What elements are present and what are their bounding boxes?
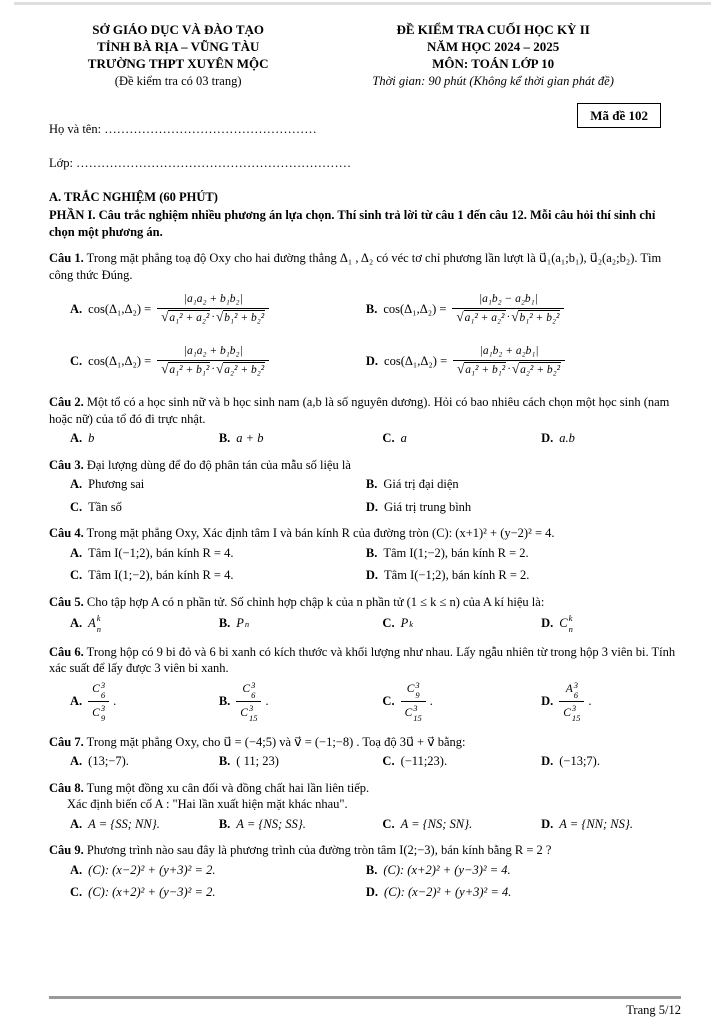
symbol-base: P bbox=[400, 616, 409, 631]
option-text: Tần số bbox=[88, 499, 122, 514]
question-7-label: Câu 7. bbox=[49, 734, 84, 749]
question-5-options bbox=[49, 613, 679, 633]
option-letter: D. bbox=[365, 354, 379, 369]
option-letter: C. bbox=[70, 354, 83, 369]
question-4-label: Câu 4. bbox=[49, 526, 84, 541]
option-text: Giá trị trung bình bbox=[384, 499, 472, 514]
math-symbol bbox=[566, 680, 578, 700]
question-8-option-b bbox=[219, 816, 377, 833]
symbol-sup: 3 bbox=[248, 703, 254, 714]
question-6-option-b bbox=[219, 680, 377, 724]
fraction bbox=[88, 680, 109, 724]
symbol-supsub bbox=[569, 613, 573, 633]
math-symbol bbox=[559, 613, 573, 633]
option-letter: D. bbox=[541, 431, 554, 446]
subject-line: MÔN: TOÁN LỚP 10 bbox=[432, 55, 555, 71]
option-letter: A. bbox=[70, 477, 83, 492]
duration-note: Thời gian: 90 phút (Không kể thời gian phát đề) bbox=[372, 73, 614, 88]
option-letter: B. bbox=[218, 694, 231, 709]
option-letter: D. bbox=[365, 499, 379, 514]
option-letter: A. bbox=[70, 545, 83, 560]
question-2 bbox=[49, 394, 679, 447]
symbol-supsub bbox=[572, 703, 581, 723]
option-text: ( 11; 23) bbox=[236, 754, 279, 769]
option-letter: D. bbox=[541, 816, 554, 831]
fraction bbox=[559, 680, 584, 724]
question-6-option-a bbox=[70, 680, 213, 724]
question-5-option-c bbox=[382, 615, 535, 632]
option-letter: C. bbox=[382, 694, 395, 709]
option-suffix: . bbox=[588, 694, 592, 709]
question-8-stem bbox=[49, 780, 679, 797]
question-2-option-a bbox=[70, 430, 213, 447]
question-7-option-b bbox=[219, 753, 377, 770]
part-1-intro: PHẦN I. Câu trắc nghiệm nhiều phương án lựa chọn. Thí sinh trả lời từ câu 1 đến câu 12. Mỗi câu hỏi thí sinh chỉ chọn một phương án. bbox=[49, 208, 656, 239]
option-text: A = {SS; NN}. bbox=[88, 816, 160, 831]
option-letter: B. bbox=[218, 754, 231, 769]
question-8-label: Câu 8. bbox=[49, 780, 84, 795]
question-4-option-d bbox=[366, 567, 679, 584]
question-8-line1: Tung một đồng xu cân đối và đồng chất hai lần liên tiếp. bbox=[86, 780, 370, 795]
page-number: Trang 5/12 bbox=[626, 1002, 681, 1017]
symbol-supsub bbox=[245, 619, 249, 629]
fraction-numerator bbox=[401, 680, 426, 702]
symbol-supsub bbox=[409, 619, 413, 629]
question-8-options bbox=[49, 816, 679, 833]
question-9-options bbox=[49, 862, 679, 901]
question-7-text: Trong mặt phẳng Oxy, cho u⃗ = (−4;5) và v⃗ = (−1;−8) . Toạ độ 3u⃗ + v⃗ bằng: bbox=[86, 734, 466, 749]
footer-divider bbox=[49, 996, 681, 999]
symbol-base: C bbox=[92, 706, 100, 719]
symbol-supsub bbox=[101, 703, 105, 723]
question-4 bbox=[49, 525, 679, 584]
symbol-sup: 3 bbox=[415, 679, 420, 690]
symbol-sub: 15 bbox=[248, 713, 258, 724]
option-suffix: . bbox=[113, 694, 117, 709]
question-5-label: Câu 5. bbox=[49, 594, 84, 609]
question-8-option-a bbox=[70, 816, 213, 833]
math-symbol bbox=[236, 617, 249, 630]
department-name: SỞ GIÁO DỤC VÀ ĐÀO TẠO bbox=[92, 22, 265, 37]
fraction bbox=[401, 680, 426, 724]
option-text: a bbox=[400, 431, 407, 446]
symbol-supsub bbox=[574, 680, 578, 700]
question-7 bbox=[49, 734, 679, 770]
question-5-text: Cho tập hợp A có n phần tử. Số chỉnh hợp chập k của n phần tử (1 ≤ k ≤ n) của A kí hiệu là: bbox=[86, 594, 545, 609]
question-5-option-b bbox=[219, 615, 377, 632]
formula-lhs: cos(Δ₁,Δ₂) = bbox=[383, 302, 447, 317]
symbol-base: C bbox=[92, 683, 100, 696]
symbol-sup: k bbox=[96, 613, 101, 624]
page-footer bbox=[49, 996, 681, 1019]
fraction-numerator: |a₁b₂ − a₂b₁| bbox=[452, 292, 564, 309]
sqrt-sign: √ bbox=[511, 309, 519, 325]
option-letter: C. bbox=[382, 754, 395, 769]
question-3-options bbox=[49, 476, 679, 515]
symbol-base: C bbox=[242, 683, 251, 696]
question-6 bbox=[49, 644, 679, 724]
question-9-option-b bbox=[366, 862, 679, 879]
question-2-label: Câu 2. bbox=[49, 395, 84, 410]
option-letter: C. bbox=[382, 431, 395, 446]
question-3 bbox=[49, 457, 679, 516]
question-6-stem bbox=[49, 644, 679, 677]
question-7-options bbox=[49, 753, 679, 770]
option-text: (13;−7). bbox=[88, 754, 129, 769]
symbol-supsub bbox=[101, 680, 105, 700]
symbol-base: C bbox=[406, 683, 415, 696]
question-2-options bbox=[49, 430, 679, 447]
question-4-stem bbox=[49, 525, 679, 542]
radicand-1: a₁² + b₁² bbox=[464, 362, 506, 378]
option-letter: A. bbox=[70, 754, 83, 769]
question-1 bbox=[49, 250, 679, 384]
radicand-2: a₂² + b₂² bbox=[519, 362, 561, 378]
question-8 bbox=[49, 780, 679, 833]
option-letter: A. bbox=[70, 431, 83, 446]
page-top-edge bbox=[14, 2, 711, 5]
option-text: Tâm I(1;−2), bán kính R = 4. bbox=[88, 568, 234, 583]
sqrt-sign: √ bbox=[161, 309, 169, 325]
option-letter: C. bbox=[382, 816, 395, 831]
option-letter: B. bbox=[365, 302, 378, 317]
radicand-2: b₁² + b₂² bbox=[518, 310, 560, 326]
question-5-option-a bbox=[70, 613, 213, 633]
option-text: A = {NN; NS}. bbox=[559, 816, 634, 831]
symbol-sub: n bbox=[244, 618, 250, 629]
option-letter: A. bbox=[70, 616, 83, 631]
option-letter: B. bbox=[365, 477, 378, 492]
fraction bbox=[453, 344, 565, 378]
question-6-label: Câu 6. bbox=[49, 644, 84, 659]
question-3-text: Đại lượng dùng để đo độ phân tán của mẫu số liệu là bbox=[86, 457, 351, 472]
option-suffix: . bbox=[265, 694, 269, 709]
question-4-option-c bbox=[70, 567, 360, 584]
question-5-stem bbox=[49, 594, 679, 611]
option-text: Phương sai bbox=[88, 477, 145, 492]
option-text: a + b bbox=[236, 431, 264, 446]
option-letter: B. bbox=[365, 862, 378, 877]
math-symbol bbox=[405, 703, 422, 723]
symbol-base: C bbox=[559, 616, 568, 631]
page-count-note: (Đề kiểm tra có 03 trang) bbox=[114, 73, 242, 88]
symbol-base: P bbox=[236, 616, 244, 631]
header-right bbox=[307, 22, 679, 89]
fraction-denominator bbox=[157, 361, 269, 378]
option-letter: D. bbox=[365, 885, 379, 900]
fraction bbox=[157, 292, 269, 326]
sqrt-sign: √ bbox=[216, 309, 224, 325]
math-symbol bbox=[401, 617, 413, 630]
question-9-text: Phương trình nào sau đây là phương trình của đường tròn tâm I(2;−3), bán kính bằng R = 2 ? bbox=[86, 843, 552, 858]
question-2-text: Một tổ có a học sinh nữ và b học sinh nam (a,b là số nguyên dương). Hỏi có bao nhiêu cách chọn một học sinh (nam hoặc nữ) của tổ đó đi trực nhật. bbox=[49, 395, 670, 426]
math-symbol bbox=[240, 703, 257, 723]
option-text: A = {NS; SS}. bbox=[236, 816, 306, 831]
question-8-option-c bbox=[382, 816, 535, 833]
fraction-numerator bbox=[88, 680, 109, 702]
symbol-base: C bbox=[563, 706, 571, 719]
radicand-1: a₁² + a₂² bbox=[464, 310, 506, 326]
option-text: (C): (x+2)² + (y−3)² = 4. bbox=[383, 862, 511, 877]
question-1-option-b bbox=[366, 286, 679, 332]
student-name-line: Họ và tên: …………………………………………… bbox=[49, 121, 317, 136]
radicand-2: a₂² + b₂² bbox=[223, 362, 265, 378]
question-7-option-c bbox=[382, 753, 535, 770]
option-text: (C): (x+2)² + (y−3)² = 2. bbox=[88, 885, 216, 900]
question-1-option-a bbox=[70, 286, 360, 332]
question-4-option-b bbox=[366, 545, 679, 562]
school-name: TRƯỜNG THPT XUYÊN MỘC bbox=[87, 55, 269, 71]
question-2-stem bbox=[49, 394, 679, 427]
option-text: (−13;7). bbox=[559, 754, 600, 769]
option-text: b bbox=[88, 431, 95, 446]
fraction-denominator bbox=[452, 309, 564, 326]
header-left bbox=[49, 22, 307, 89]
multiply-dot: · bbox=[507, 363, 512, 376]
province-name: TỈNH BÀ RỊA – VŨNG TÀU bbox=[96, 38, 260, 54]
question-7-option-d bbox=[541, 753, 679, 770]
exam-header bbox=[49, 22, 679, 89]
fraction bbox=[452, 292, 564, 326]
exam-title: ĐỀ KIỂM TRA CUỐI HỌC KỲ II bbox=[396, 22, 590, 37]
option-text: Giá trị đại diện bbox=[383, 477, 459, 492]
question-3-option-c bbox=[70, 499, 360, 516]
fraction-denominator bbox=[453, 361, 565, 378]
fraction-numerator: |a₁b₂ + a₂b₁| bbox=[453, 344, 565, 361]
symbol-supsub bbox=[249, 703, 258, 723]
question-9-option-c bbox=[70, 884, 360, 901]
option-text: (C): (x−2)² + (y+3)² = 2. bbox=[88, 862, 216, 877]
symbol-sub: 15 bbox=[413, 713, 422, 724]
question-1-option-c bbox=[70, 338, 360, 384]
question-9-option-d bbox=[366, 884, 679, 901]
option-letter: A. bbox=[70, 302, 83, 317]
multiply-dot: · bbox=[211, 311, 216, 324]
question-2-option-c bbox=[382, 430, 535, 447]
question-6-option-d bbox=[541, 680, 679, 724]
option-letter: D. bbox=[365, 568, 379, 583]
question-9 bbox=[49, 842, 679, 901]
question-3-option-b bbox=[366, 476, 679, 493]
fraction bbox=[157, 344, 269, 378]
question-2-option-b bbox=[219, 430, 377, 447]
student-class-line: Lớp: ………………………………………………………… bbox=[49, 155, 352, 170]
question-7-option-a bbox=[70, 753, 213, 770]
symbol-sub: n bbox=[96, 623, 102, 634]
question-6-text: Trong hộp có 9 bi đỏ và 6 bi xanh có kích thước và khối lượng như nhau. Lấy ngẫu nhiên từ trong hộp 3 viên bi. Tính xác suất để lấy được 3 viên bi xanh. bbox=[49, 644, 676, 676]
fraction-denominator bbox=[88, 702, 109, 723]
symbol-sup: 3 bbox=[251, 679, 256, 690]
option-letter: A. bbox=[70, 816, 83, 831]
symbol-sub: k bbox=[409, 618, 413, 629]
symbol-sub: n bbox=[568, 623, 573, 634]
option-text: Tâm I(1;−2), bán kính R = 2. bbox=[383, 545, 529, 560]
math-symbol bbox=[407, 680, 420, 700]
question-3-stem bbox=[49, 457, 679, 474]
sqrt-sign: √ bbox=[216, 361, 224, 377]
option-text: a.b bbox=[559, 431, 575, 446]
section-a-title: A. TRẮC NGHIỆM (60 PHÚT) bbox=[49, 189, 218, 204]
symbol-base: A bbox=[88, 616, 96, 631]
option-text: A = {NS; SN}. bbox=[400, 816, 473, 831]
question-4-text: Trong mặt phẳng Oxy, Xác định tâm I và bán kính R của đường tròn (C): (x+1)² + (y−2)² = 4. bbox=[86, 526, 555, 541]
fraction-denominator bbox=[157, 309, 269, 326]
question-7-stem bbox=[49, 734, 679, 751]
fraction-denominator bbox=[559, 702, 584, 723]
option-text: Tâm I(−1;2), bán kính R = 4. bbox=[88, 545, 234, 560]
symbol-supsub bbox=[97, 613, 101, 633]
question-8-option-d bbox=[541, 816, 679, 833]
question-6-options bbox=[49, 680, 679, 724]
option-letter: C. bbox=[382, 616, 395, 631]
option-letter: B. bbox=[218, 616, 231, 631]
option-letter: D. bbox=[541, 694, 554, 709]
radicand-1: a₁² + a₂² bbox=[168, 310, 210, 326]
question-5-option-d bbox=[541, 613, 679, 633]
symbol-supsub bbox=[413, 703, 422, 723]
symbol-sub: 9 bbox=[415, 689, 420, 700]
option-letter: B. bbox=[218, 431, 231, 446]
option-letter: A. bbox=[70, 694, 83, 709]
question-3-label: Câu 3. bbox=[49, 457, 84, 472]
multiply-dot: · bbox=[211, 363, 216, 376]
fraction bbox=[236, 680, 261, 724]
symbol-sub: 9 bbox=[100, 713, 106, 724]
symbol-supsub bbox=[415, 680, 419, 700]
symbol-sup: k bbox=[568, 613, 573, 624]
math-symbol bbox=[242, 680, 255, 700]
symbol-sup: 3 bbox=[571, 703, 577, 714]
question-1-label: Câu 1. bbox=[49, 251, 84, 266]
option-letter: D. bbox=[541, 754, 554, 769]
question-5 bbox=[49, 594, 679, 634]
option-letter: C. bbox=[70, 499, 83, 514]
symbol-sup: 3 bbox=[573, 679, 578, 690]
symbol-sup: 3 bbox=[100, 679, 106, 690]
student-info bbox=[49, 107, 679, 181]
question-1-option-d bbox=[366, 338, 679, 384]
symbol-base: C bbox=[240, 706, 248, 719]
fraction-numerator: |a₁a₂ + b₁b₂| bbox=[157, 344, 269, 361]
math-symbol bbox=[563, 703, 580, 723]
multiply-dot: · bbox=[506, 311, 511, 324]
question-4-options bbox=[49, 545, 679, 584]
fraction-numerator bbox=[236, 680, 261, 702]
symbol-base: C bbox=[404, 706, 413, 719]
symbol-sup: 3 bbox=[100, 703, 106, 714]
sqrt-sign: √ bbox=[512, 361, 520, 377]
option-text: Tâm I(−1;2), bán kính R = 2. bbox=[384, 568, 530, 583]
symbol-sub: 6 bbox=[251, 689, 256, 700]
question-9-option-a bbox=[70, 862, 360, 879]
math-symbol bbox=[92, 703, 105, 723]
question-9-stem bbox=[49, 842, 679, 859]
sqrt-sign: √ bbox=[456, 309, 464, 325]
exam-code-box: Mã đề 102 bbox=[577, 103, 661, 128]
question-3-option-a bbox=[70, 476, 360, 493]
question-6-option-c bbox=[382, 680, 535, 724]
option-letter: A. bbox=[70, 862, 83, 877]
radicand-2: b₁² + b₂² bbox=[223, 310, 265, 326]
radicand-1: a₁² + b₁² bbox=[168, 362, 210, 378]
question-1-stem bbox=[49, 250, 679, 283]
question-8-line2: Xác định biến cố A : "Hai lần xuất hiện mặt khác nhau". bbox=[67, 797, 348, 812]
option-letter: B. bbox=[218, 816, 231, 831]
symbol-base: A bbox=[565, 683, 573, 696]
fraction-numerator: |a₁a₂ + b₁b₂| bbox=[157, 292, 269, 309]
option-letter: C. bbox=[70, 568, 83, 583]
option-letter: D. bbox=[541, 616, 554, 631]
symbol-sub: 6 bbox=[573, 689, 578, 700]
option-text: (−11;23). bbox=[400, 754, 448, 769]
question-3-option-d bbox=[366, 499, 679, 516]
sqrt-sign: √ bbox=[161, 361, 169, 377]
school-year: NĂM HỌC 2024 – 2025 bbox=[427, 38, 560, 54]
question-2-option-d bbox=[541, 430, 679, 447]
symbol-sub: 15 bbox=[571, 713, 581, 724]
formula-lhs: cos(Δ₁,Δ₂) = bbox=[88, 354, 152, 369]
fraction-numerator bbox=[559, 680, 584, 702]
question-9-label: Câu 9. bbox=[49, 843, 84, 858]
formula-lhs: cos(Δ₁,Δ₂) = bbox=[384, 354, 448, 369]
symbol-supsub bbox=[251, 680, 255, 700]
formula-lhs: cos(Δ₁,Δ₂) = bbox=[88, 302, 152, 317]
sqrt-sign: √ bbox=[457, 361, 465, 377]
option-letter: C. bbox=[70, 885, 83, 900]
math-symbol bbox=[88, 613, 101, 633]
symbol-sup: 3 bbox=[413, 703, 418, 714]
option-suffix: . bbox=[429, 694, 433, 709]
question-4-option-a bbox=[70, 545, 360, 562]
symbol-sub: 6 bbox=[100, 689, 106, 700]
fraction-denominator bbox=[236, 702, 261, 723]
question-1-options bbox=[49, 286, 679, 384]
fraction-denominator bbox=[401, 702, 426, 723]
option-text: (C): (x−2)² + (y+3)² = 4. bbox=[384, 885, 512, 900]
math-symbol bbox=[92, 680, 105, 700]
option-letter: B. bbox=[365, 545, 378, 560]
question-1-text: Trong mặt phẳng toạ độ Oxy cho hai đường thẳng Δ₁ , Δ₂ có véc tơ chỉ phương lần lượt là u⃗₁(a₁;b₁), u⃗₂(a₂;b₂). Tìm công thức Đúng. bbox=[49, 251, 662, 282]
